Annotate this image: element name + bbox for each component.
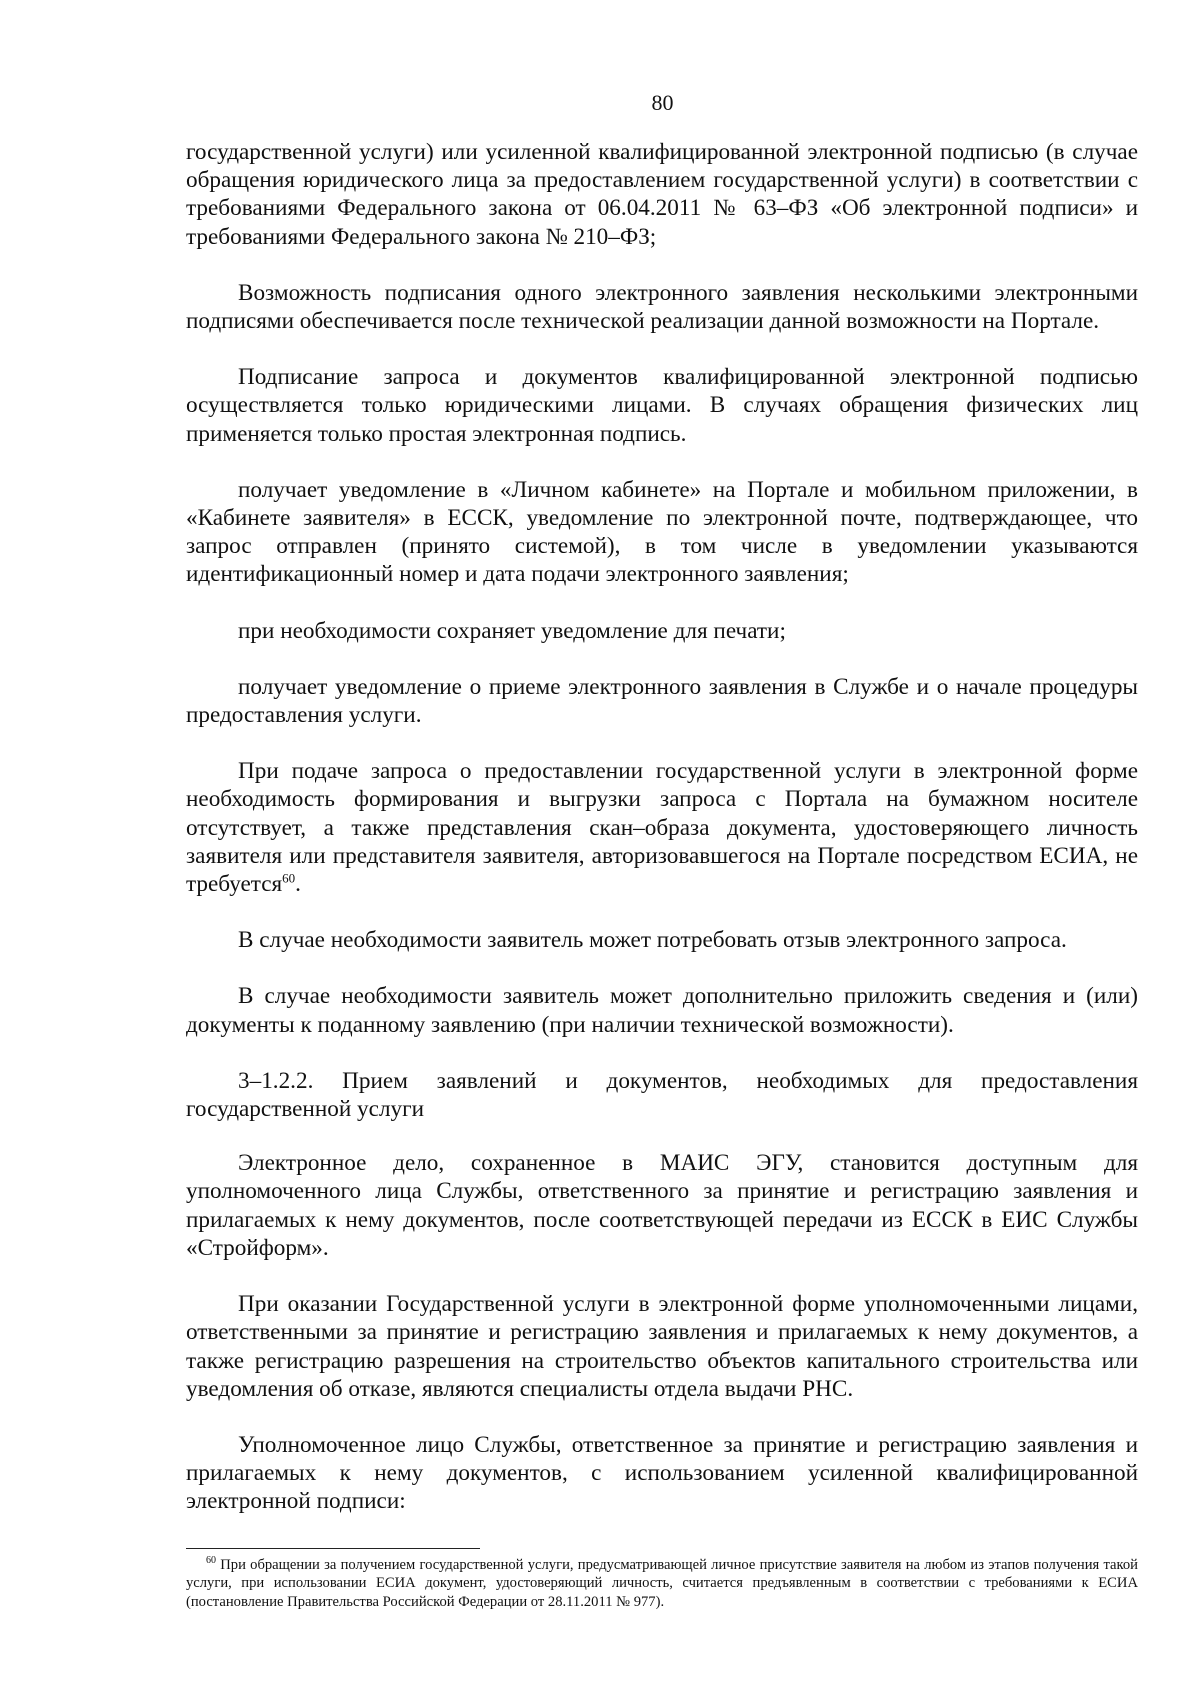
paragraph-4: получает уведомление в «Личном кабинете» на Портале и мобильном приложении, в «Кабинете заявителя» в ЕССК, уведомление по электронной почте, подтверждающее, что запрос отправлен (принято системой), в том числе в уведомлении указываются идентификационный номер и дата подачи электронного заявления; (186, 476, 1138, 588)
footnote-divider (186, 1548, 480, 1549)
paragraph-9: В случае необходимости заявитель может дополнительно приложить сведения и (или) документы к поданному заявлению (при наличии технической возможности). (186, 983, 1138, 1038)
paragraph-12: При оказании Государственной услуги в электронной форме уполномоченными лицами, ответственными за принятие и регистрацию заявления и прилагаемых к нему документов, а также регистрацию разрешения на строительство объектов капитального строительства или уведомления об отказе, являются специалисты отдела выдачи РНС. (186, 1291, 1138, 1402)
footnote-reference: 60 (282, 870, 296, 886)
paragraph-13: Уполномоченное лицо Службы, ответственное за принятие и регистрацию заявления и прилагаемых к нему документов, с использованием усиленной квалифицированной электронной подписи: (186, 1431, 1138, 1515)
paragraph-2: Возможность подписания одного электронного заявления несколькими электронными подписями обеспечивается после технической реализации данной возможности на Портале. (186, 279, 1138, 335)
paragraph-8: В случае необходимости заявитель может потребовать отзыв электронного запроса. (238, 927, 1067, 954)
footnote (186, 1556, 1138, 1611)
paragraph-7-text: При подаче запроса о предоставлении государственной услуги в электронной форме необходимость формирования и выгрузки запроса с Портала на бумажном носителе отсутствует, а также представления скан–образа документа, удостоверяющего личность заявителя или представителя заявителя, авторизовавшегося на Портале посредством ЕСИА, не требуется (186, 758, 1138, 898)
paragraph-7-suffix: . (295, 871, 301, 898)
page-body (186, 138, 1138, 1544)
paragraph-7 (186, 757, 1138, 898)
footnote-number: 60 (206, 1555, 216, 1567)
paragraph-11: Электронное дело, сохраненное в МАИС ЭГУ, становится доступным для уполномоченного лица Службы, ответственного за принятие и регистрацию заявления и прилагаемых к нему документов, после соответствующей передачи из ЕССК в ЕИС Службы «Стройформ». (186, 1150, 1138, 1261)
section-heading-3-1-2-2: 3–1.2.2. Прием заявлений и документов, необходимых для предоставления государственной услуги (186, 1067, 1138, 1123)
paragraph-1: государственной услуги) или усиленной квалифицированной электронной подписью (в случае обращения юридического лица за предоставлением государственной услуги) в соответствии с требованиями Федерального закона от 06.04.2011 № 63–ФЗ «Об электронной подписи» и требованиями Федерального закона № 210–ФЗ; (186, 139, 1138, 250)
paragraph-5: при необходимости сохраняет уведомление для печати; (238, 617, 786, 644)
paragraph-3: Подписание запроса и документов квалифицированной электронной подписью осуществляется только юридическими лицами. В случаях обращения физических лиц применяется только простая электронная подпись. (186, 364, 1138, 447)
footnote-text: При обращении за получением государственной услуги, предусматривающей личное присутствие заявителя на любом из этапов получения такой услуги, при использовании ЕСИА документ, удостоверяющий личность, считается предъявленным в соответствии с требованиями к ЕСИА (постановление Правительства Российской Федерации от 28.11.2011 № 977). (186, 1557, 1138, 1610)
paragraph-6: получает уведомление о приеме электронного заявления в Службе и о начале процедуры предоставления услуги. (186, 673, 1138, 729)
page-number: 80 (651, 90, 674, 115)
